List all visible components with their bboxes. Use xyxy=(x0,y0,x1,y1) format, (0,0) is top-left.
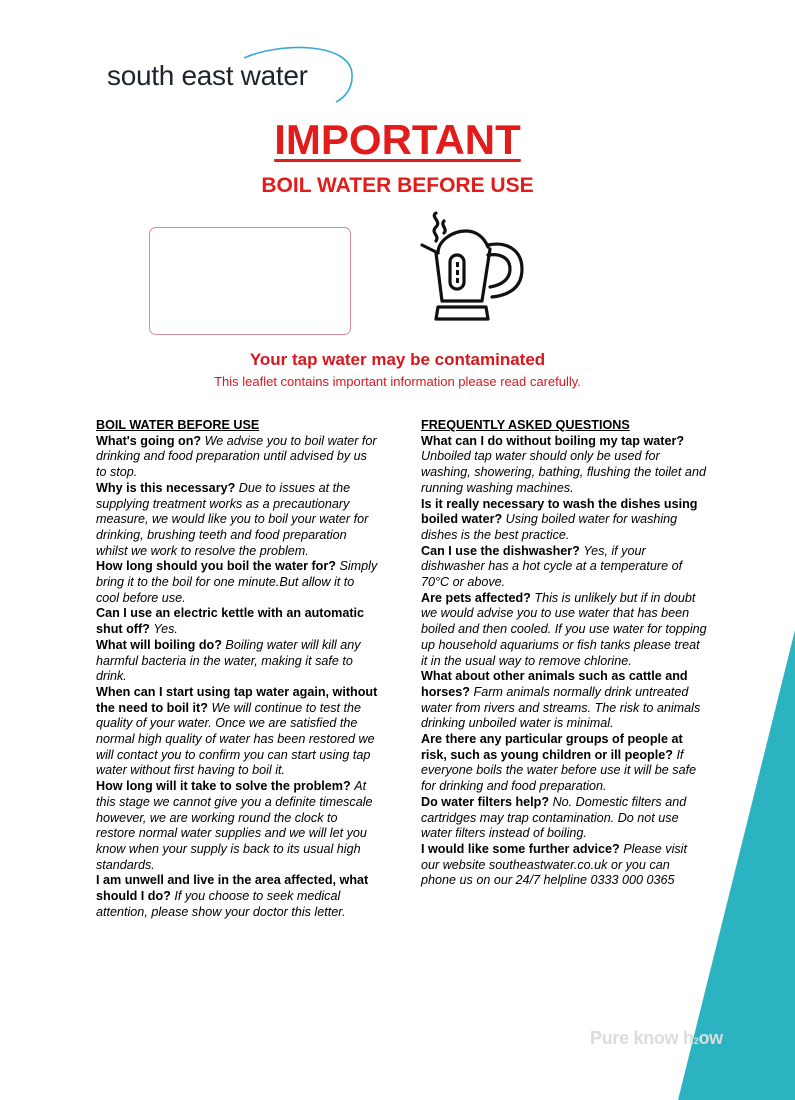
page-title: IMPORTANT xyxy=(274,116,521,163)
answer: Due to issues at the supplying treatment works as a precautionary measure, we would like you to boil your water for drinking, brushing teeth and food preparation whilst we work to resolve the problem. xyxy=(96,480,369,558)
column-heading: BOIL WATER BEFORE USE xyxy=(96,418,260,432)
brand-tagline: Pure know h2ow xyxy=(590,1028,723,1048)
page-subtitle: BOIL WATER BEFORE USE xyxy=(261,174,534,197)
answer: Farm animals normally drink untreated water from rivers and streams. The risk to animals drinking unboiled water is minimal. xyxy=(421,684,701,731)
question: Is it really necessary to wash the dishes using boiled water? xyxy=(421,496,698,527)
answer: Yes, if your dishwasher has a hot cycle at a temperature of 70°C or above. xyxy=(421,543,683,590)
qa-item xyxy=(96,434,380,481)
answer: Yes. xyxy=(153,622,178,637)
answer: Using boiled water for washing dishes is the best practice. xyxy=(421,512,678,542)
question: When can I start using tap water again, without the need to boil it? xyxy=(96,684,378,715)
question: What can I do without boiling my tap water? xyxy=(421,433,685,448)
question: How long will it take to solve the problem? xyxy=(96,779,351,794)
question: I would like some further advice? xyxy=(421,841,620,856)
contamination-warning: Your tap water may be contaminated xyxy=(249,350,546,369)
question: Why is this necessary? xyxy=(96,480,236,495)
qa-item xyxy=(421,497,707,544)
answer: Please visit our website southeastwater.co.uk or you can phone us on our 24/7 helpline 0333 000 0365 xyxy=(421,841,687,888)
qa-item xyxy=(421,732,707,795)
question: I am unwell and live in the area affected, what should I do? xyxy=(96,873,369,904)
question: What's going on? xyxy=(96,433,202,448)
column-heading: FREQUENTLY ASKED QUESTIONS xyxy=(421,418,630,432)
qa-item xyxy=(96,779,380,873)
answer: At this stage we cannot give you a definite timescale however, we are working round the clock to restore normal water supplies and we will let you know when your supply is back to its usual high standards. xyxy=(96,779,373,872)
read-carefully-note: This leaflet contains important information please read carefully. xyxy=(214,374,581,389)
qa-item xyxy=(96,685,380,779)
qa-item xyxy=(421,591,707,670)
kettle-icon xyxy=(418,207,530,331)
qa-item xyxy=(421,842,707,889)
answer: We advise you to boil water for drinking and food preparation until advised by us to stop. xyxy=(96,433,377,480)
qa-item xyxy=(421,795,707,842)
question: Are pets affected? xyxy=(421,590,531,605)
answer: No. Domestic filters and cartridges may trap contamination. Do not use water filters instead of boiling. xyxy=(421,794,687,841)
boil-water-column xyxy=(96,418,380,921)
brand-logo: south east water xyxy=(107,60,308,91)
answer: Boiling water will kill any harmful bacteria in the water, making it safe to drink. xyxy=(96,637,361,684)
qa-item xyxy=(421,434,707,497)
question: What will boiling do? xyxy=(96,637,222,652)
answer: If you choose to seek medical attention, please show your doctor this letter. xyxy=(96,889,346,919)
question: Can I use the dishwasher? xyxy=(421,543,580,558)
answer: Unboiled tap water should only be used for washing, showering, bathing, flushing the toilet and running washing machines. xyxy=(421,449,706,495)
qa-item xyxy=(96,559,380,606)
answer: This is unlikely but if in doubt we would advise you to use water that has been boiled and then cooled. If you use water for topping up household aquariums or fish tanks please treat it in the usual way to remove chlorine. xyxy=(421,590,707,668)
question: What about other animals such as cattle and horses? xyxy=(421,669,688,699)
question: How long should you boil the water for? xyxy=(96,559,336,574)
qa-item xyxy=(96,606,380,637)
question: Are there any particular groups of people at risk, such as young children or ill people? xyxy=(421,732,683,762)
qa-item xyxy=(96,873,380,920)
qa-item xyxy=(421,544,707,591)
faq-column xyxy=(421,418,707,889)
qa-item xyxy=(96,481,380,560)
qa-item xyxy=(96,638,380,685)
qa-item xyxy=(421,669,707,732)
question: Can I use an electric kettle with an automatic shut off? xyxy=(96,606,365,637)
address-box xyxy=(149,227,351,335)
question: Do water filters help? xyxy=(421,794,550,809)
answer: We will continue to test the quality of your water. Once we are satisfied the normal high quality of water has been restored we will contact you to confirm you can start using tap water without first having to boil it. xyxy=(96,700,375,778)
answer: Simply bring it to the boil for one minute.But allow it to cool before use. xyxy=(96,559,378,605)
answer: If everyone boils the water before use it will be safe for drinking and food preparation. xyxy=(421,747,697,794)
